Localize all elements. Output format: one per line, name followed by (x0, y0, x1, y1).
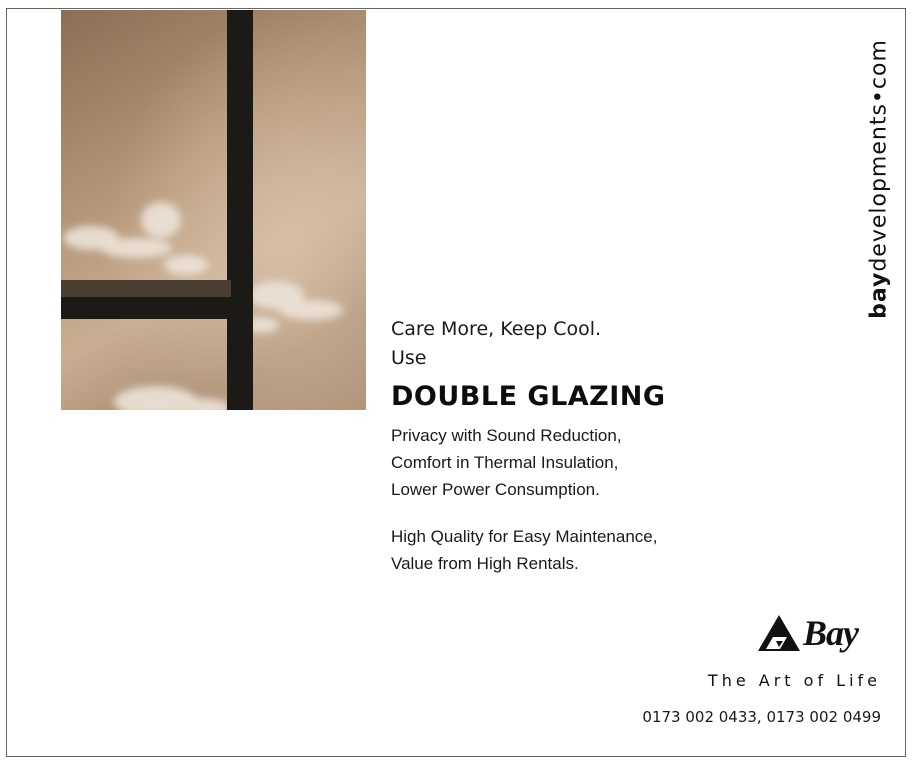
url-dot: • (866, 89, 892, 104)
tagline: Care More, Keep Cool. (391, 318, 602, 340)
advertisement (6, 8, 906, 757)
tagline-use: Use (391, 347, 427, 369)
window-frame-horizontal (61, 297, 231, 319)
window-frame-vertical (227, 10, 253, 410)
window-frame-shadow (61, 280, 231, 298)
url-brand: bay (866, 271, 892, 319)
logo-text: Bay (803, 613, 858, 653)
url-tld: com (866, 39, 892, 90)
url-name: developments (866, 103, 892, 272)
benefit-item: High Quality for Easy Maintenance, (391, 527, 658, 546)
window-photo (61, 10, 366, 410)
motto: The Art of Life (707, 671, 881, 690)
headline: DOUBLE GLAZING (391, 381, 666, 412)
benefit-item: Value from High Rentals. (391, 554, 579, 573)
website-url[interactable] (867, 39, 892, 319)
feature-item: Privacy with Sound Reduction, (391, 426, 622, 445)
bay-logo (757, 612, 858, 654)
benefit-list (391, 523, 811, 577)
feature-list (391, 422, 811, 503)
window-image (61, 10, 366, 410)
triangle-logo-icon (757, 613, 801, 653)
feature-item: Comfort in Thermal Insulation, (391, 453, 619, 472)
feature-item: Lower Power Consumption. (391, 480, 600, 499)
ad-copy (391, 315, 811, 577)
phone-numbers: 0173 002 0433, 0173 002 0499 (642, 708, 881, 726)
